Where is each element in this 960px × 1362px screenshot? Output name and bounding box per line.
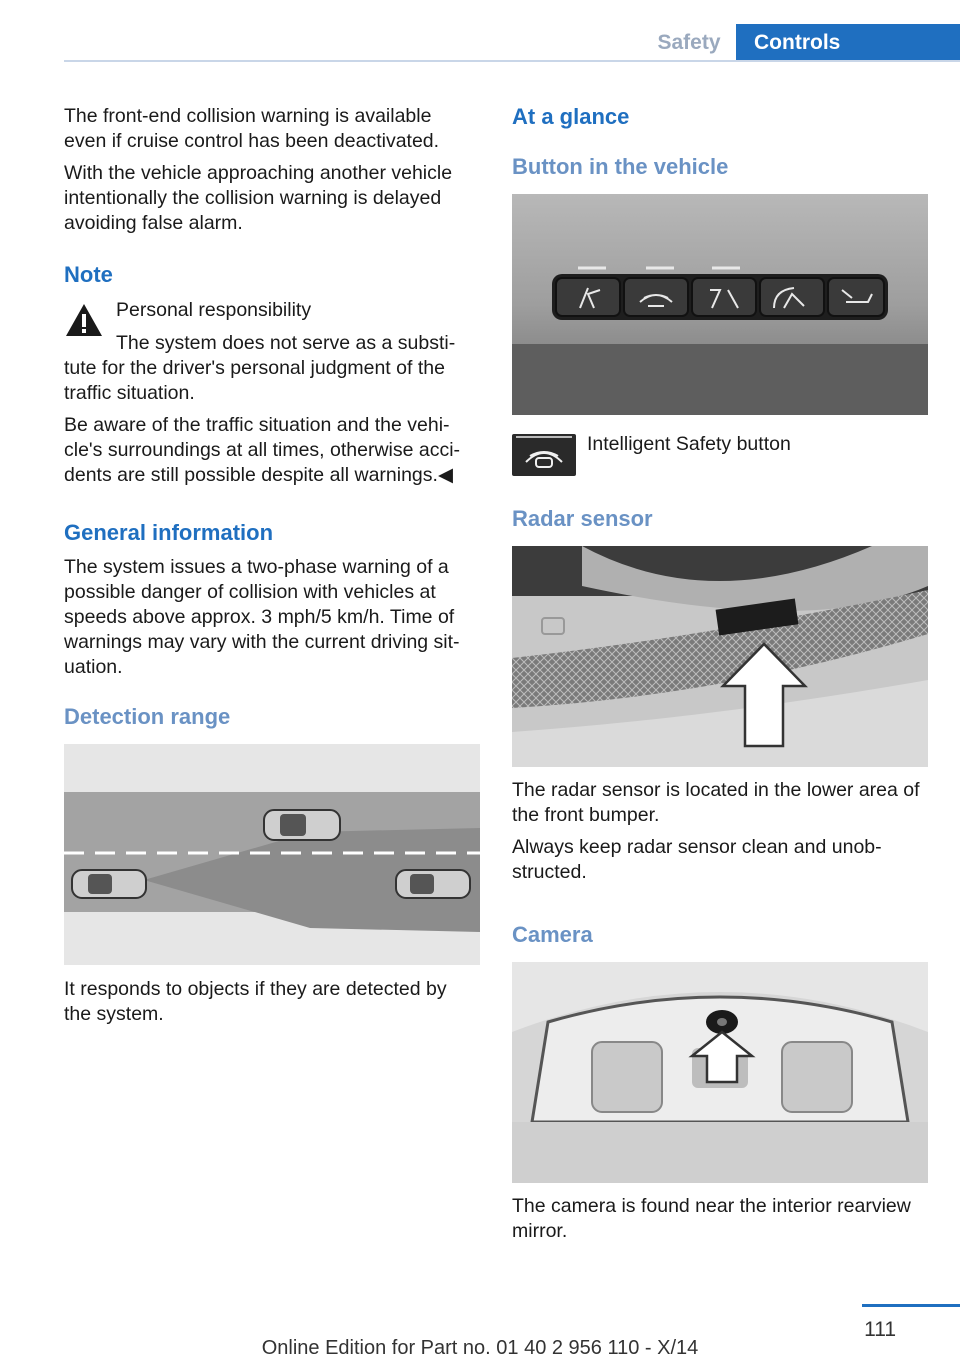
radar-location-text: The radar sensor is located in the lower area of the front bumper. — [512, 779, 920, 826]
car-left — [72, 870, 146, 898]
camera-text: The camera is found near the interior rearview mirror. — [512, 1195, 911, 1242]
camera-heading: Camera — [512, 922, 593, 947]
warning-icon — [64, 302, 104, 338]
general-heading: General information — [64, 520, 274, 545]
general-text: The system issues a two-phase warning of a possible danger of collision with vehicles at speeds above approx. 3 mph/5 km/h. Time of warnings may vary with the current driving sit‐uation. — [64, 556, 460, 678]
camera-photo — [512, 962, 928, 1183]
glance-heading: At a glance — [512, 104, 630, 129]
paragraph-delay: With the vehicle approaching another vehicle intentionally the collision warning is delayed avoiding false alarm. — [64, 162, 453, 234]
paragraph-availability: The front-end collision warning is available even if cruise control has been deactivated. — [64, 105, 440, 152]
car-own — [396, 870, 470, 898]
header-chapter: Controls — [736, 24, 960, 62]
radar-heading: Radar sensor — [512, 506, 653, 531]
header-section: Safety — [657, 31, 721, 54]
note-awareness: Be aware of the traffic situation and the vehi‐cle's surroundings at all times, otherwise acci‐dents are still possible despite all warnings.◀ — [64, 414, 461, 486]
note-line1: The system does not serve as a substi‐ — [116, 332, 456, 354]
note-title: Personal responsibility — [116, 299, 312, 321]
header-rule — [64, 60, 960, 62]
intelligent-safety-button-label: Intelligent Safety button — [587, 433, 791, 455]
edition-footer: Online Edition for Part no. 01 40 2 956 110 - X/14 — [261, 1337, 699, 1359]
footer-rule — [862, 1304, 960, 1307]
note-text: tute for the driver's personal judgment of the traffic situation. — [64, 357, 445, 404]
page-number: 111 — [864, 1318, 896, 1341]
radar-sensor-photo — [512, 546, 928, 767]
detection-range-diagram — [64, 744, 480, 965]
radar-clean-text: Always keep radar sensor clean and unob‐structed. — [512, 836, 882, 883]
detection-heading: Detection range — [64, 704, 231, 729]
car-ahead — [264, 810, 340, 840]
button-panel-photo — [512, 194, 928, 415]
note-heading: Note — [64, 262, 113, 287]
button-heading: Button in the vehicle — [512, 154, 729, 179]
intelligent-safety-button-icon — [512, 434, 576, 476]
detection-caption: It responds to objects if they are detected by the system. — [64, 978, 447, 1025]
